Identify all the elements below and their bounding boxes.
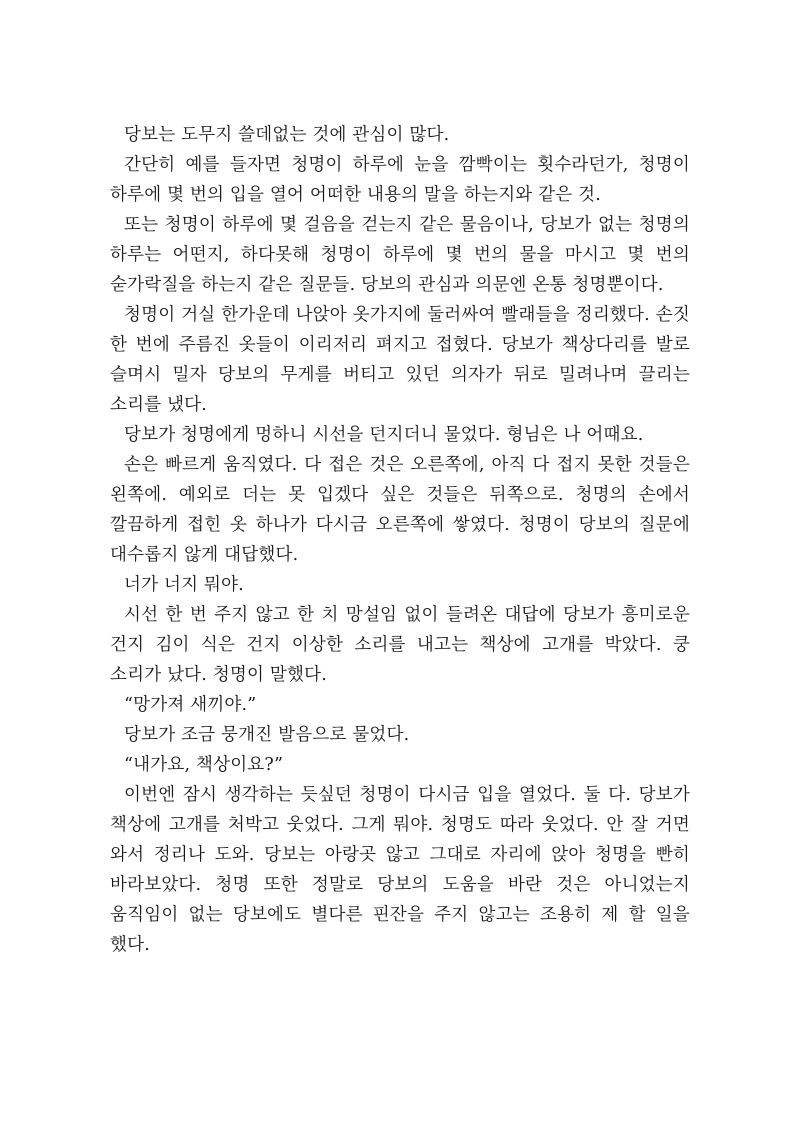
paragraph: 당보는 도무지 쓸데없는 것에 관심이 많다. xyxy=(124,125,450,145)
paragraph: 너가 너지 뭐야. xyxy=(124,575,244,595)
paragraph: 당보가 청명에게 멍하니 시선을 던지더니 물었다. 형님은 나 어때요. xyxy=(124,425,644,445)
paragraph: 이번엔 잠시 생각하는 듯싶던 청명이 다시금 입을 열었다. 둘 다. 당보가 책상에 고개를 처박고 웃었다. 그게 뭐야. 청명도 따라 웃었다. 안 잘 거면 와서 정리나 도와. 당보는 아랑곳 않고 그대로 자리에 앉아 청명을 빤히 바라보았다. 청명 또한 정말로 당보의 도움을 바란 것은 아니었는지 움직임이 없는 당보에도 별다른 핀잔을 주지 않고는 조용히 제 할 일을 했다. xyxy=(110,785,690,955)
document-body xyxy=(110,120,690,960)
dialogue-line: “내가요, 책상이요?” xyxy=(124,755,284,775)
paragraph: 청명이 거실 한가운데 나앉아 옷가지에 둘러싸여 빨래들을 정리했다. 손짓 한 번에 주름진 옷들이 이리저리 펴지고 접혔다. 당보가 책상다리를 발로 슬며시 밀자 당보의 무게를 버티고 있던 의자가 뒤로 밀려나며 끌리는 소리를 냈다. xyxy=(110,305,690,415)
dialogue-line: “망가져 새끼야.” xyxy=(124,695,257,715)
paragraph: 또는 청명이 하루에 몇 걸음을 걷는지 같은 물음이나, 당보가 없는 청명의 하루는 어떤지, 하다못해 청명이 하루에 몇 번의 물을 마시고 몇 번의 숟가락질을 하는지 같은 질문들. 당보의 관심과 의문엔 온통 청명뿐이다. xyxy=(110,215,690,295)
paragraph: 시선 한 번 주지 않고 한 치 망설임 없이 들려온 대답에 당보가 흥미로운 건지 김이 식은 건지 이상한 소리를 내고는 책상에 고개를 박았다. 쿵 소리가 났다. 청명이 말했다. xyxy=(110,605,690,685)
paragraph: 간단히 예를 들자면 청명이 하루에 눈을 깜빡이는 횟수라던가, 청명이 하루에 몇 번의 입을 열어 어떠한 내용의 말을 하는지와 같은 것. xyxy=(110,155,690,205)
paragraph: 당보가 조금 뭉개진 발음으로 물었다. xyxy=(124,725,410,745)
paragraph: 손은 빠르게 움직였다. 다 접은 것은 오른쪽에, 아직 다 접지 못한 것들은 왼쪽에. 예외로 더는 못 입겠다 싶은 것들은 뒤쪽으로. 청명의 손에서 깔끔하게 접힌 옷 하나가 다시금 오른쪽에 쌓였다. 청명이 당보의 질문에 대수롭지 않게 대답했다. xyxy=(110,455,690,565)
